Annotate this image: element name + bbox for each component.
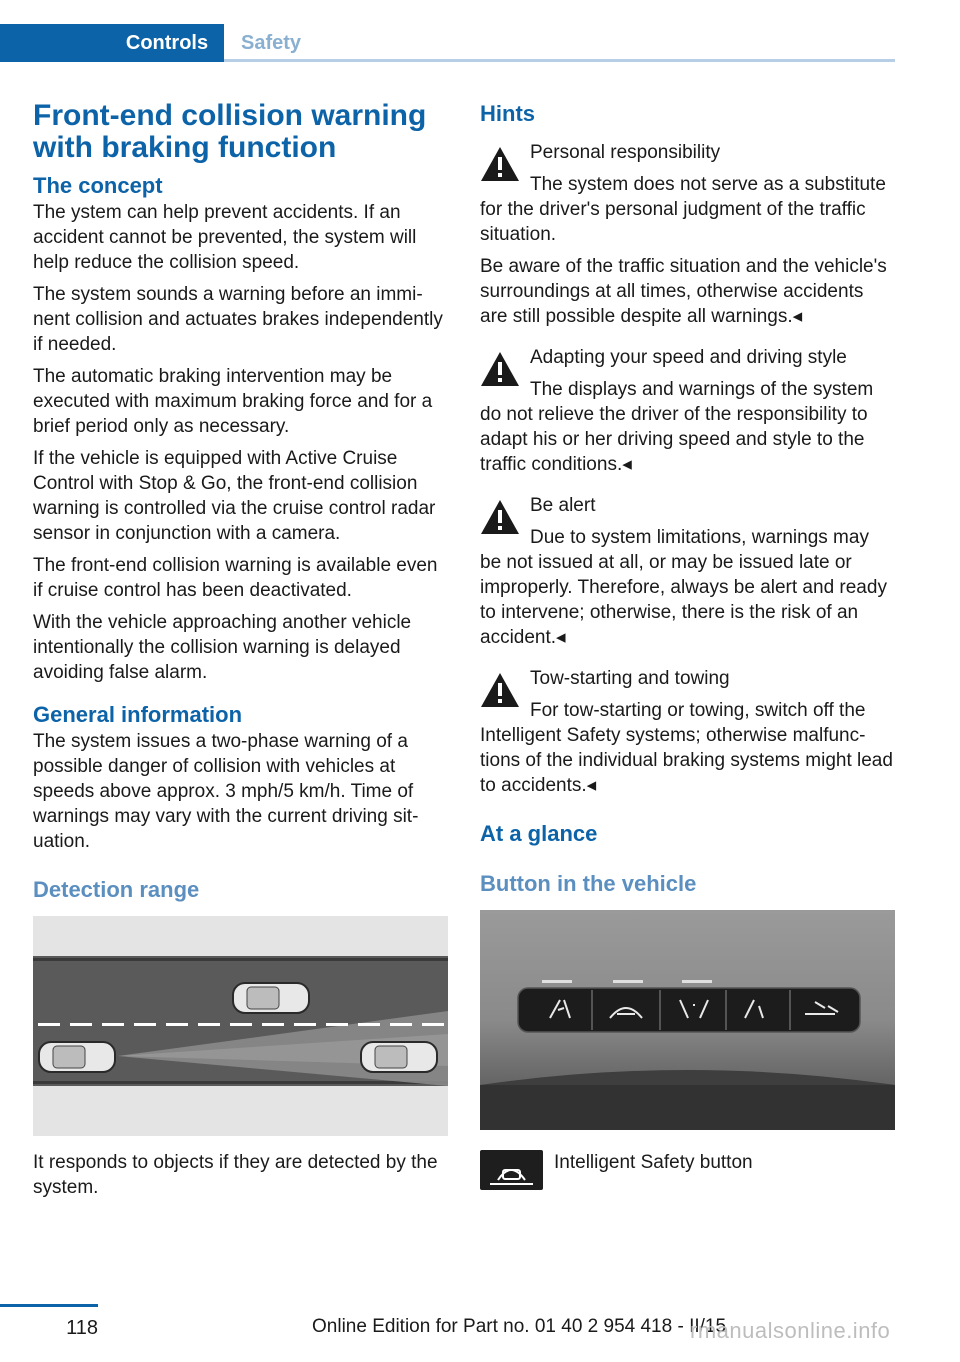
concept-paragraph: The system sounds a warning before an imminent collision and actuates brakes independently if needed. xyxy=(33,284,443,355)
car-right xyxy=(361,1042,437,1072)
hint-body: The displays and warnings of the system do not relieve the driver of the responsibility to adapt his or her driving speed and style to the traffic conditions.◂ xyxy=(480,379,874,475)
hint-tow-starting xyxy=(480,666,895,798)
hint-adapting-speed xyxy=(480,345,895,477)
vehicle-button-panel-photo xyxy=(480,910,895,1130)
hints-heading: Hints xyxy=(480,101,535,126)
intelligent-safety-label: Intelligent Safety button xyxy=(554,1152,753,1173)
tab-safety[interactable]: Safety xyxy=(241,31,302,54)
hint-body: For tow-starting or towing, switch off the Intelligent Safety systems; otherwise malfunctions of the individual braking systems might lead to accidents.◂ xyxy=(480,700,893,796)
concept-paragraph: The ystem can help prevent accidents. If an accident cannot be prevented, the system will help reduce the collision speed. xyxy=(33,202,417,273)
concept-paragraph: The automatic braking intervention may be executed with maximum braking force and for a brief period only as necessary. xyxy=(33,366,433,437)
left-column xyxy=(33,100,448,1207)
hint-body: Due to system limitations, warnings may be not issued at all, or may be issued late or improperly. Therefore, always be alert and ready to intervene; otherwise, there is the risk of an accident.◂ xyxy=(480,527,887,648)
hint-body: Be aware of the traffic situation and the vehicle's surroundings at all times, otherwise accidents are still possible despite all warnings.◂ xyxy=(480,256,887,327)
right-column xyxy=(480,100,895,1190)
concept-paragraph: The front-end collision warning is available even if cruise control has been deactivated. xyxy=(33,555,438,601)
concept-paragraph: If the vehicle is equipped with Active Cruise Control with Stop & Go, the front-end collision warning is controlled via the cruise control radar sensor in conjunction with a camera. xyxy=(33,448,436,544)
hint-title: Tow-starting and towing xyxy=(530,668,730,689)
tab-underline xyxy=(224,59,895,62)
warning-triangle-icon xyxy=(480,499,520,535)
general-paragraph: The system issues a two-phase warning of a possible danger of collision with vehicles at speeds above approx. 3 mph/5 km/h. Time of warnings may vary with the current driving situation. xyxy=(33,731,419,852)
glance-heading: At a glance xyxy=(480,821,598,846)
general-heading: General information xyxy=(33,702,243,727)
warning-triangle-icon xyxy=(480,672,520,708)
hint-title: Adapting your speed and driving style xyxy=(530,347,847,368)
concept-paragraph: With the vehicle approaching another vehicle intentionally the collision warning is delayed avoiding false alarm. xyxy=(33,612,412,683)
hint-body: The system does not serve as a substitute for the driver's personal judgment of the traffic situation. xyxy=(480,174,886,245)
tab-controls[interactable]: Controls xyxy=(0,24,224,62)
warning-triangle-icon xyxy=(480,146,520,182)
detection-caption: It responds to objects if they are detected by the system. xyxy=(33,1152,438,1198)
footer-rule xyxy=(0,1304,98,1307)
watermark: rmanualsonline.info xyxy=(690,1318,891,1343)
hint-title: Personal responsibility xyxy=(530,142,721,163)
detection-range-illustration xyxy=(33,916,448,1136)
page-number: 118 xyxy=(66,1317,98,1339)
intelligent-safety-legend xyxy=(480,1150,895,1190)
intelligent-safety-icon xyxy=(480,1150,543,1190)
hint-personal-responsibility xyxy=(480,140,895,329)
concept-heading: The concept xyxy=(33,173,163,198)
edition-note: Online Edition for Part no. 01 40 2 954 418 - II/15 xyxy=(312,1316,727,1337)
header-tabs xyxy=(0,0,895,62)
car-left xyxy=(39,1042,115,1072)
button-heading: Button in the vehicle xyxy=(480,871,697,896)
car-upper xyxy=(233,983,309,1013)
hint-title: Be alert xyxy=(530,495,596,516)
hint-be-alert xyxy=(480,493,895,650)
page-title: Front-end collision warning with braking function xyxy=(33,99,427,164)
warning-triangle-icon xyxy=(480,351,520,387)
detection-heading: Detection range xyxy=(33,877,200,902)
